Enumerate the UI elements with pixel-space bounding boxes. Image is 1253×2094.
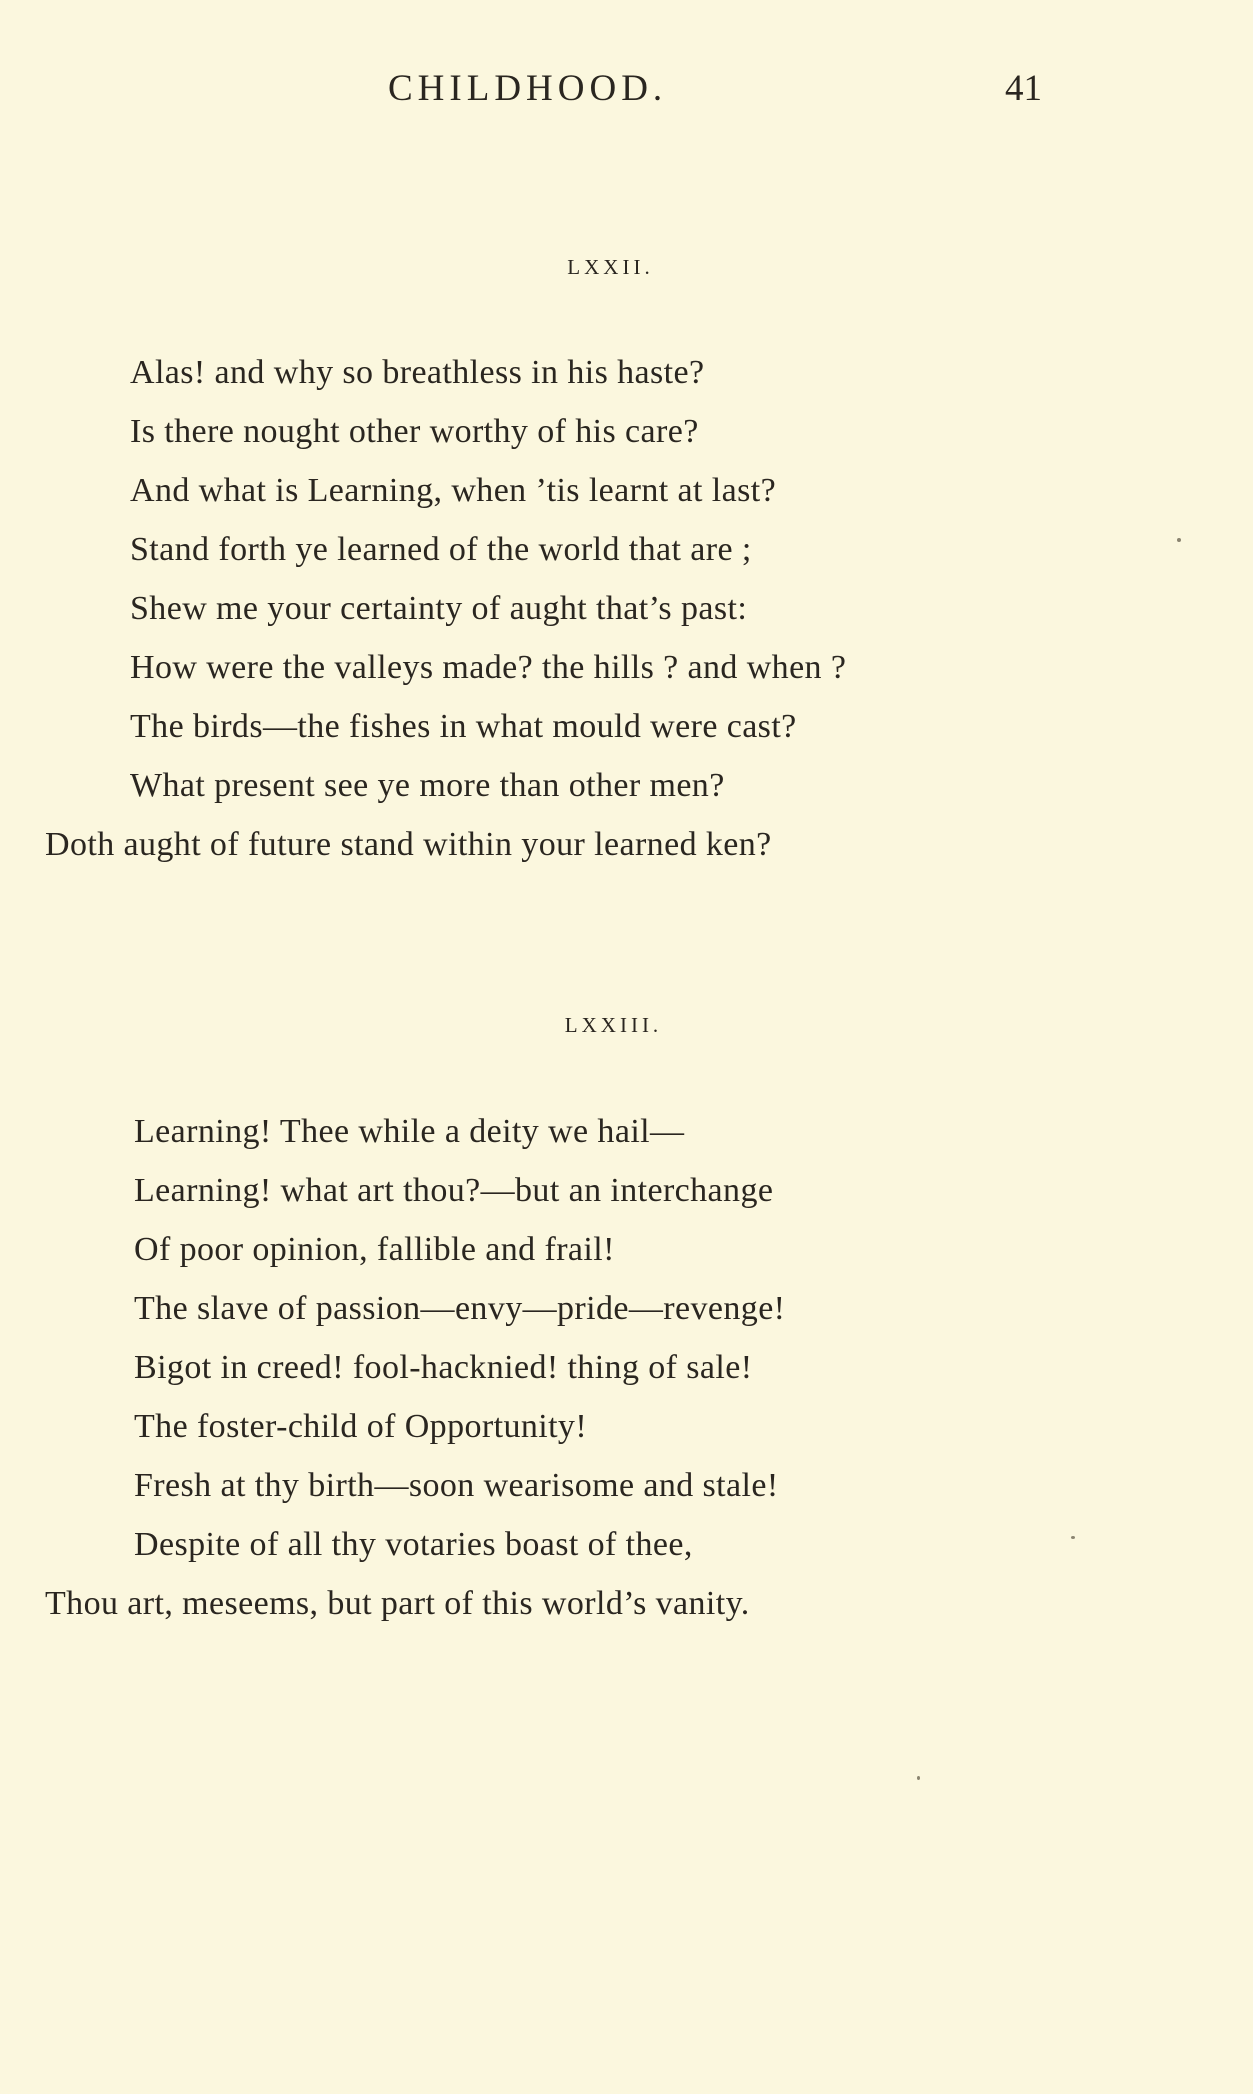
verse-line: What present see ye more than other men? xyxy=(130,767,725,804)
page-number: 41 xyxy=(1005,68,1042,109)
running-head xyxy=(0,64,1253,114)
verse-line: Stand forth ye learned of the world that are ; xyxy=(130,531,752,568)
verse-line: The slave of passion—envy—pride—revenge! xyxy=(134,1290,786,1327)
verse-line: How were the valleys made? the hills ? and when ? xyxy=(130,649,847,686)
verse-line: Fresh at thy birth—soon wearisome and stale! xyxy=(134,1467,779,1504)
paper-speck xyxy=(917,1776,920,1780)
verse-line: Of poor opinion, fallible and frail! xyxy=(134,1231,615,1268)
verse-line: Alas! and why so breathless in his haste? xyxy=(130,354,705,391)
verse-line: Despite of all thy votaries boast of thee, xyxy=(134,1526,693,1563)
paper-speck xyxy=(1177,538,1181,542)
stanza-number: LXXIII. xyxy=(564,1013,663,1037)
verse-line: Shew me your certainty of aught that’s past: xyxy=(130,590,748,627)
stanza-number: LXXII. xyxy=(567,255,654,279)
verse-line: Learning! what art thou?—but an interchange xyxy=(134,1172,774,1209)
verse-line: Learning! Thee while a deity we hail— xyxy=(134,1113,685,1150)
verse-line: The foster-child of Opportunity! xyxy=(134,1408,588,1445)
running-title: CHILDHOOD. xyxy=(388,68,668,109)
verse-line: The birds—the fishes in what mould were cast? xyxy=(130,708,797,745)
verse-line: Bigot in creed! fool-hacknied! thing of sale! xyxy=(134,1349,753,1386)
verse-line: Is there nought other worthy of his care? xyxy=(130,413,699,450)
verse-line: And what is Learning, when ’tis learnt at last? xyxy=(130,472,777,509)
verse-line: Doth aught of future stand within your learned ken? xyxy=(45,826,772,863)
verse-line: Thou art, meseems, but part of this world’s vanity. xyxy=(45,1585,750,1622)
paper-speck xyxy=(1071,1536,1075,1539)
